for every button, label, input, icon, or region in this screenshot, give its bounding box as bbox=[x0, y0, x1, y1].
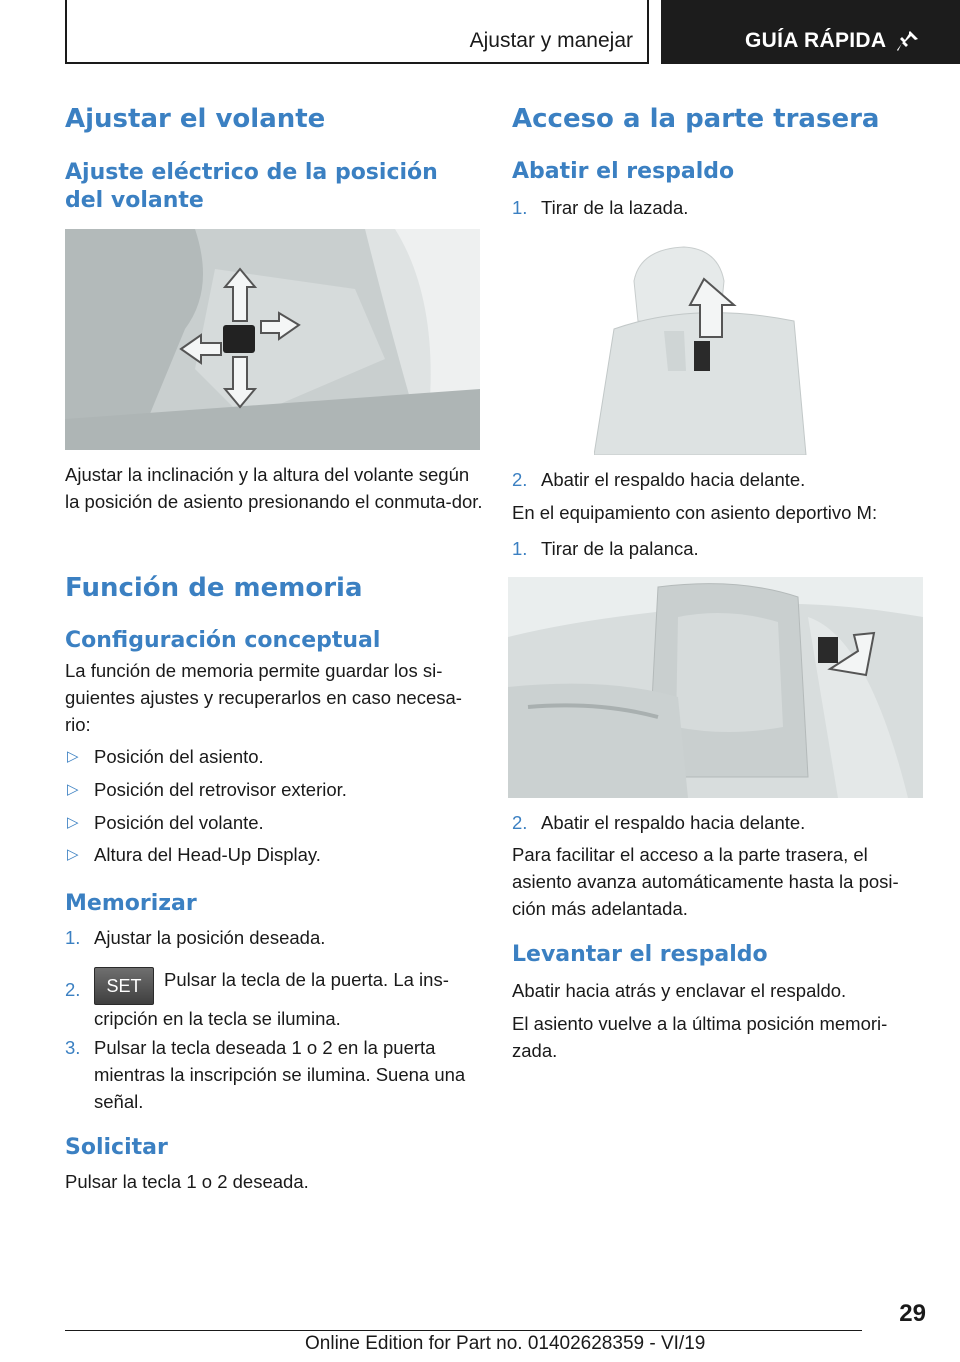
triangle-bullet-icon: ▷ bbox=[67, 846, 79, 863]
set-key-icon: SET bbox=[94, 967, 154, 1005]
headrest-loop-illustration bbox=[594, 241, 810, 455]
paragraph-volante: Ajustar la inclinación y la altura del volante según la posición de asiento presionando el conmuta-dor. bbox=[65, 464, 483, 512]
paragraph-equipamiento: En el equipamiento con asiento deportivo M: bbox=[512, 502, 878, 523]
step-item: 2. SET Pulsar la tecla de la puerta. La ins-cripción en la tecla se ilumina. bbox=[65, 969, 449, 1029]
heading-solicitar: Solicitar bbox=[65, 1135, 168, 1160]
quick-guide-icon bbox=[897, 30, 919, 52]
footer-rule bbox=[65, 1330, 862, 1331]
heading-configuracion: Configuración conceptual bbox=[65, 628, 381, 653]
paragraph-levantar: Abatir hacia atrás y enclavar el respaldo. bbox=[512, 980, 847, 1001]
paragraph-configuracion: La función de memoria permite guardar los si-guientes ajustes y recuperarlos en caso necesa-rio: bbox=[65, 660, 462, 735]
triangle-bullet-icon: ▷ bbox=[67, 748, 79, 765]
section-title: Ajustar y manejar bbox=[469, 29, 633, 52]
heading-memorizar: Memorizar bbox=[65, 891, 197, 916]
triangle-bullet-icon: ▷ bbox=[67, 781, 79, 798]
heading-acceso-trasera: Acceso a la parte trasera bbox=[512, 104, 880, 134]
heading-levantar-respaldo: Levantar el respaldo bbox=[512, 942, 768, 967]
heading-funcion-memoria: Función de memoria bbox=[65, 573, 363, 603]
header-frame bbox=[65, 0, 649, 64]
sport-seat-lever-illustration bbox=[508, 577, 923, 798]
steering-adjust-illustration bbox=[65, 229, 480, 450]
paragraph-vuelve: El asiento vuelve a la última posición memori-zada. bbox=[512, 1013, 888, 1061]
quick-guide-label: GUÍA RÁPIDA bbox=[745, 29, 887, 52]
triangle-bullet-icon: ▷ bbox=[67, 814, 79, 831]
page-number: 29 bbox=[899, 1300, 926, 1327]
paragraph-facilitar: Para facilitar el acceso a la parte trasera, el asiento avanza automáticamente hasta la posi-ción más adelantada. bbox=[512, 844, 899, 919]
quick-guide-tab[interactable] bbox=[661, 0, 960, 64]
heading-ajustar-volante: Ajustar el volante bbox=[65, 104, 326, 134]
heading-abatir-respaldo: Abatir el respaldo bbox=[512, 159, 735, 184]
paragraph-solicitar: Pulsar la tecla 1 o 2 deseada. bbox=[65, 1171, 309, 1192]
heading-ajuste-electrico: Ajuste eléctrico de la posición del volante bbox=[65, 160, 438, 213]
edition-note: Online Edition for Part no. 01402628359 - VI/19 bbox=[305, 1333, 706, 1354]
